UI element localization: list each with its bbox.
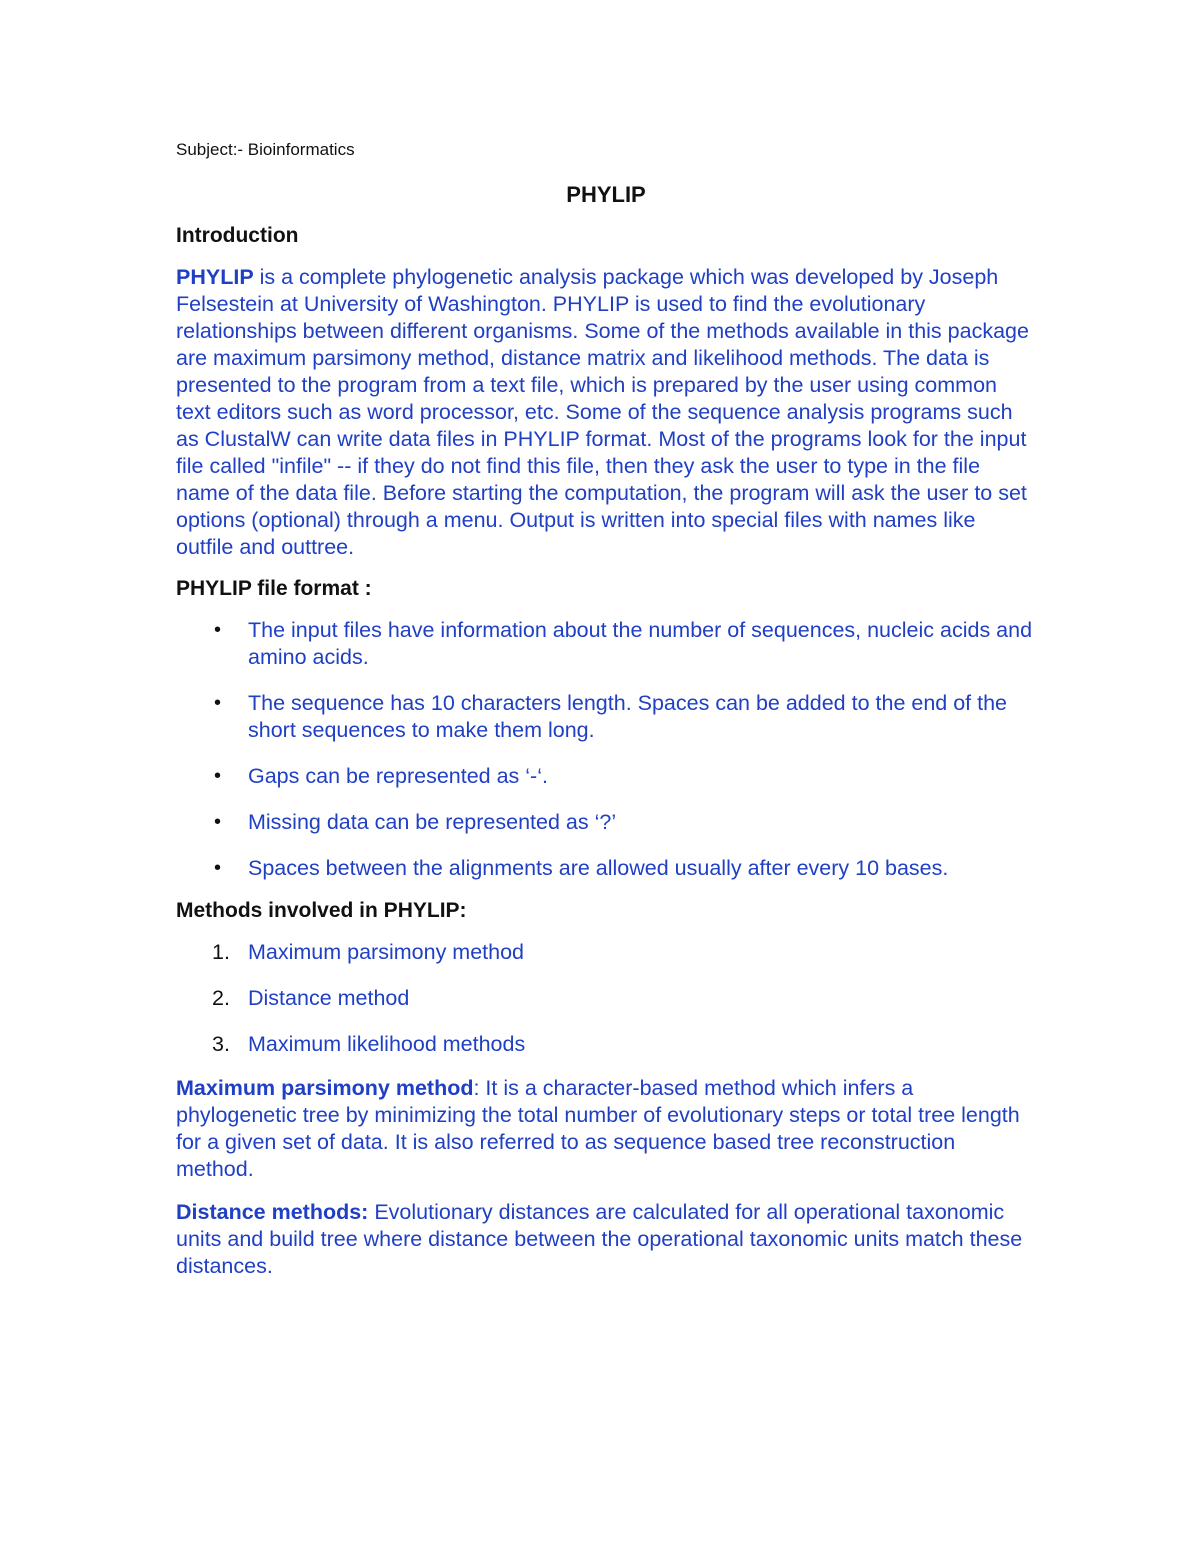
bullet-icon: •	[214, 857, 222, 879]
list-item	[176, 855, 1036, 882]
bullet-icon: •	[214, 811, 222, 833]
distance-label: Distance methods:	[176, 1200, 369, 1224]
intro-text: is a complete phylogenetic analysis package which was developed by Joseph Felsestein at University of Washington. PHYLIP is used to find the evolutionary relationships between different organisms. Some of the methods available in this package are maximum parsimony method, distance matrix and likelihood methods. The data is presented to the program from a text file, which is prepared by the user using common text editors such as word processor, etc. Some of the sequence analysis programs such as ClustalW can write data files in PHYLIP format. Most of the programs look for the input file called "infile" -- if they do not find this file, then they ask the user to type in the file name of the data file. Before starting the computation, the program will ask the user to set options (optional) through a menu. Output is written into special files with names like outfile and outtree.	[176, 265, 1029, 559]
list-item	[176, 617, 1036, 671]
parsimony-label: Maximum parsimony method	[176, 1076, 474, 1100]
list-item-text: The input files have information about the number of sequences, nucleic acids and amino acids.	[248, 618, 1033, 669]
list-number: 3.	[212, 1032, 230, 1056]
intro-heading: Introduction	[176, 224, 299, 247]
bullet-icon: •	[214, 765, 222, 787]
document-title: PHYLIP	[566, 182, 646, 207]
list-item-text: Missing data can be represented as ‘?’	[248, 810, 617, 834]
parsimony-text: : It is a character-based method which infers a phylogenetic tree by minimizing the total number of evolutionary steps or total tree length for a given set of data. It is also referred to as sequence based tree reconstruction method.	[176, 1076, 1020, 1181]
intro-paragraph	[176, 264, 1036, 561]
intro-lead-bold: PHYLIP	[176, 265, 254, 289]
list-item-text: Gaps can be represented as ‘-‘.	[248, 764, 548, 788]
list-item	[176, 1031, 1036, 1058]
list-item	[176, 985, 1036, 1012]
list-number: 2.	[212, 986, 230, 1010]
list-item-text: Spaces between the alignments are allowed usually after every 10 bases.	[248, 856, 949, 880]
list-item	[176, 939, 1036, 966]
list-item-text: Maximum likelihood methods	[248, 1032, 526, 1056]
list-item-text: The sequence has 10 characters length. Spaces can be added to the end of the short sequences to make them long.	[248, 691, 1008, 742]
list-item	[176, 690, 1036, 744]
document-page	[176, 140, 1036, 1296]
list-item	[176, 809, 1036, 836]
bullet-icon: •	[214, 619, 222, 641]
subject-line: Subject:- Bioinformatics	[176, 140, 355, 159]
bullet-icon: •	[214, 692, 222, 714]
methods-list	[176, 939, 1036, 1058]
file-format-heading: PHYLIP file format :	[176, 577, 372, 600]
list-number: 1.	[212, 940, 230, 964]
methods-heading: Methods involved in PHYLIP:	[176, 899, 467, 922]
list-item-text: Maximum parsimony method	[248, 940, 525, 964]
list-item	[176, 763, 1036, 790]
distance-text: Evolutionary distances are calculated for all operational taxonomic units and build tree where distance between the operational taxonomic units match these distances.	[176, 1200, 1023, 1278]
file-format-list	[176, 617, 1036, 882]
parsimony-paragraph	[176, 1075, 1036, 1183]
distance-paragraph	[176, 1199, 1036, 1280]
list-item-text: Distance method	[248, 986, 410, 1010]
